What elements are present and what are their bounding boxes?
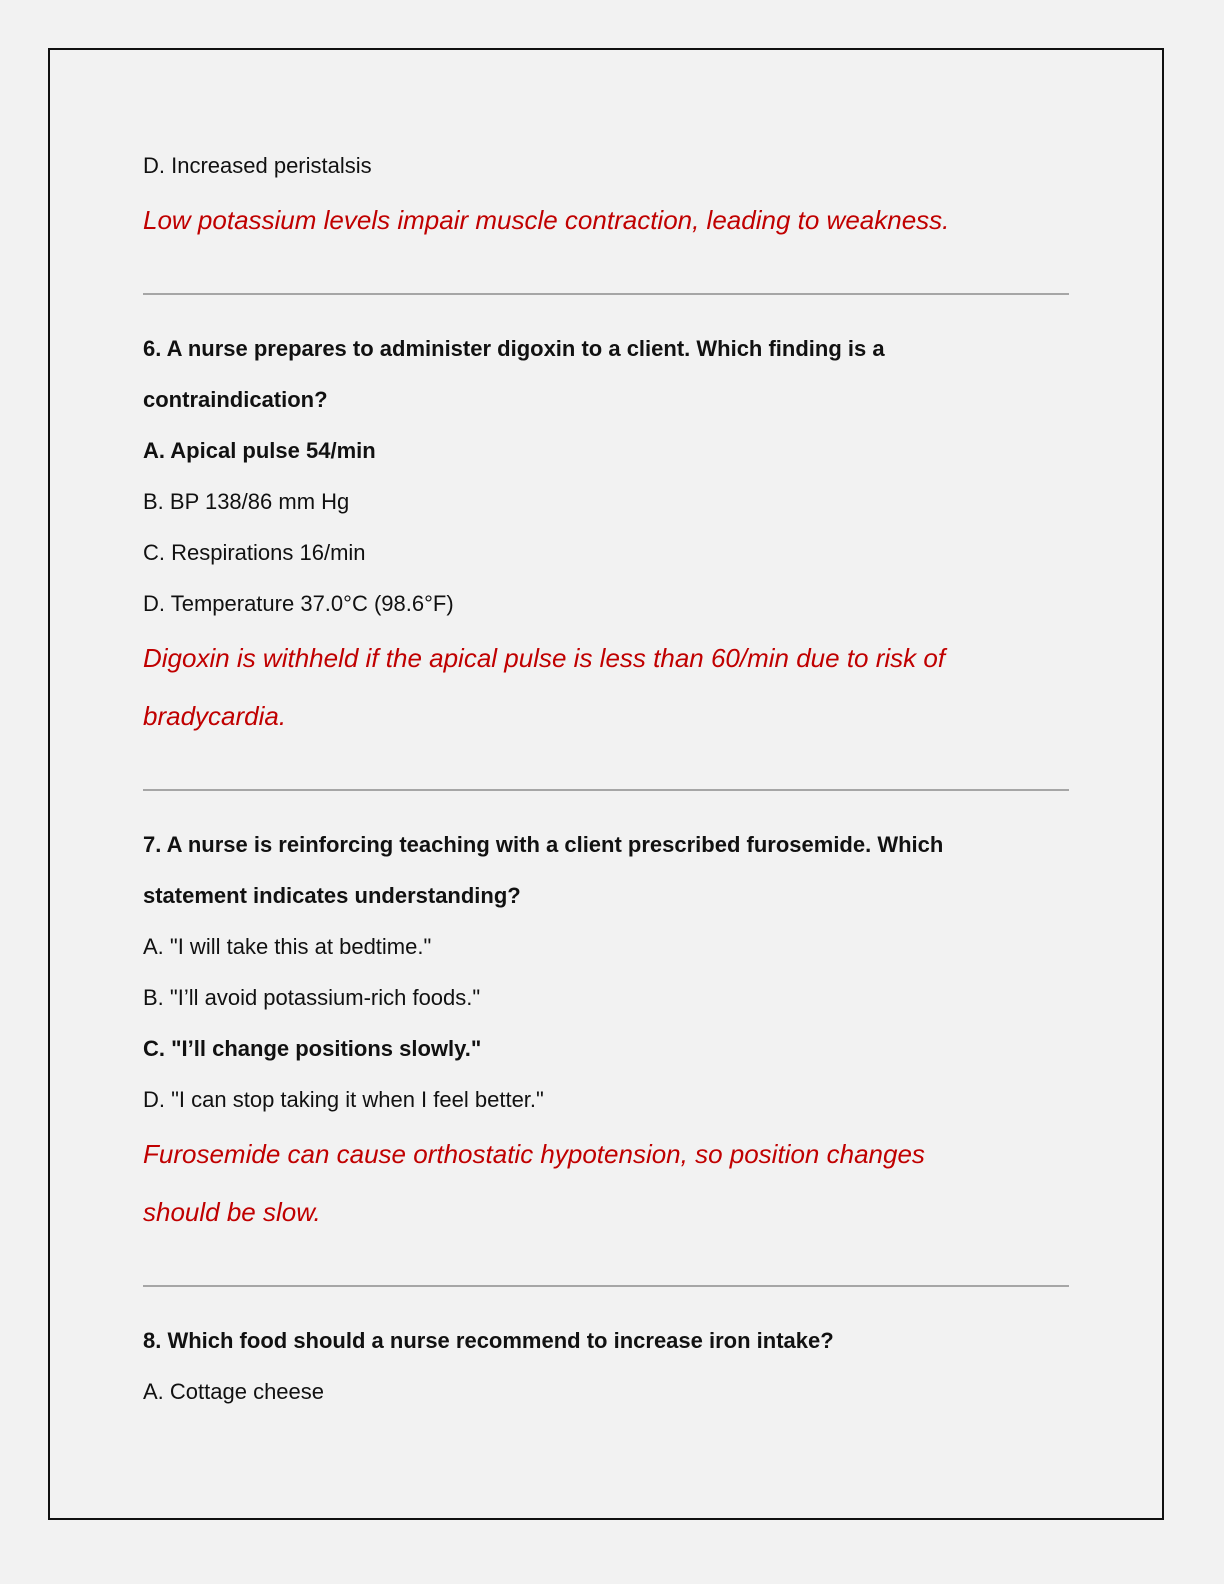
q8-option-a: A. Cottage cheese — [143, 1379, 325, 1404]
q7-rationale-line2: should be slow. — [143, 1197, 321, 1227]
q8-question: 8. Which food should a nurse recommend to increase iron intake? — [143, 1328, 834, 1353]
q7-question-line2: statement indicates understanding? — [143, 883, 521, 908]
q5-option-d: D. Increased peristalsis — [143, 153, 372, 178]
q6-option-a-correct: A. Apical pulse 54/min — [143, 438, 376, 463]
q6-question-line1: 6. A nurse prepares to administer digoxin to a client. Which finding is a — [143, 336, 885, 361]
q7-option-b: B. "I’ll avoid potassium-rich foods." — [143, 985, 481, 1010]
q7-option-c-correct: C. "I’ll change positions slowly." — [143, 1036, 482, 1061]
q7-option-d: D. "I can stop taking it when I feel better." — [143, 1087, 544, 1112]
q6-question-line2: contraindication? — [143, 387, 328, 412]
q6-rationale-line2: bradycardia. — [143, 701, 287, 731]
q6-option-d: D. Temperature 37.0°C (98.6°F) — [143, 591, 454, 616]
q7-question-line1: 7. A nurse is reinforcing teaching with a client prescribed furosemide. Which — [143, 832, 944, 857]
document-content — [143, 140, 1073, 1417]
q7-rationale-line1: Furosemide can cause orthostatic hypotension, so position changes — [143, 1139, 925, 1169]
q6-option-b: B. BP 138/86 mm Hg — [143, 489, 350, 514]
q6-rationale-line1: Digoxin is withheld if the apical pulse is less than 60/min due to risk of — [143, 643, 946, 673]
q6-option-c: C. Respirations 16/min — [143, 540, 366, 565]
q7-option-a: A. "I will take this at bedtime." — [143, 934, 432, 959]
q5-rationale: Low potassium levels impair muscle contraction, leading to weakness. — [143, 205, 950, 235]
